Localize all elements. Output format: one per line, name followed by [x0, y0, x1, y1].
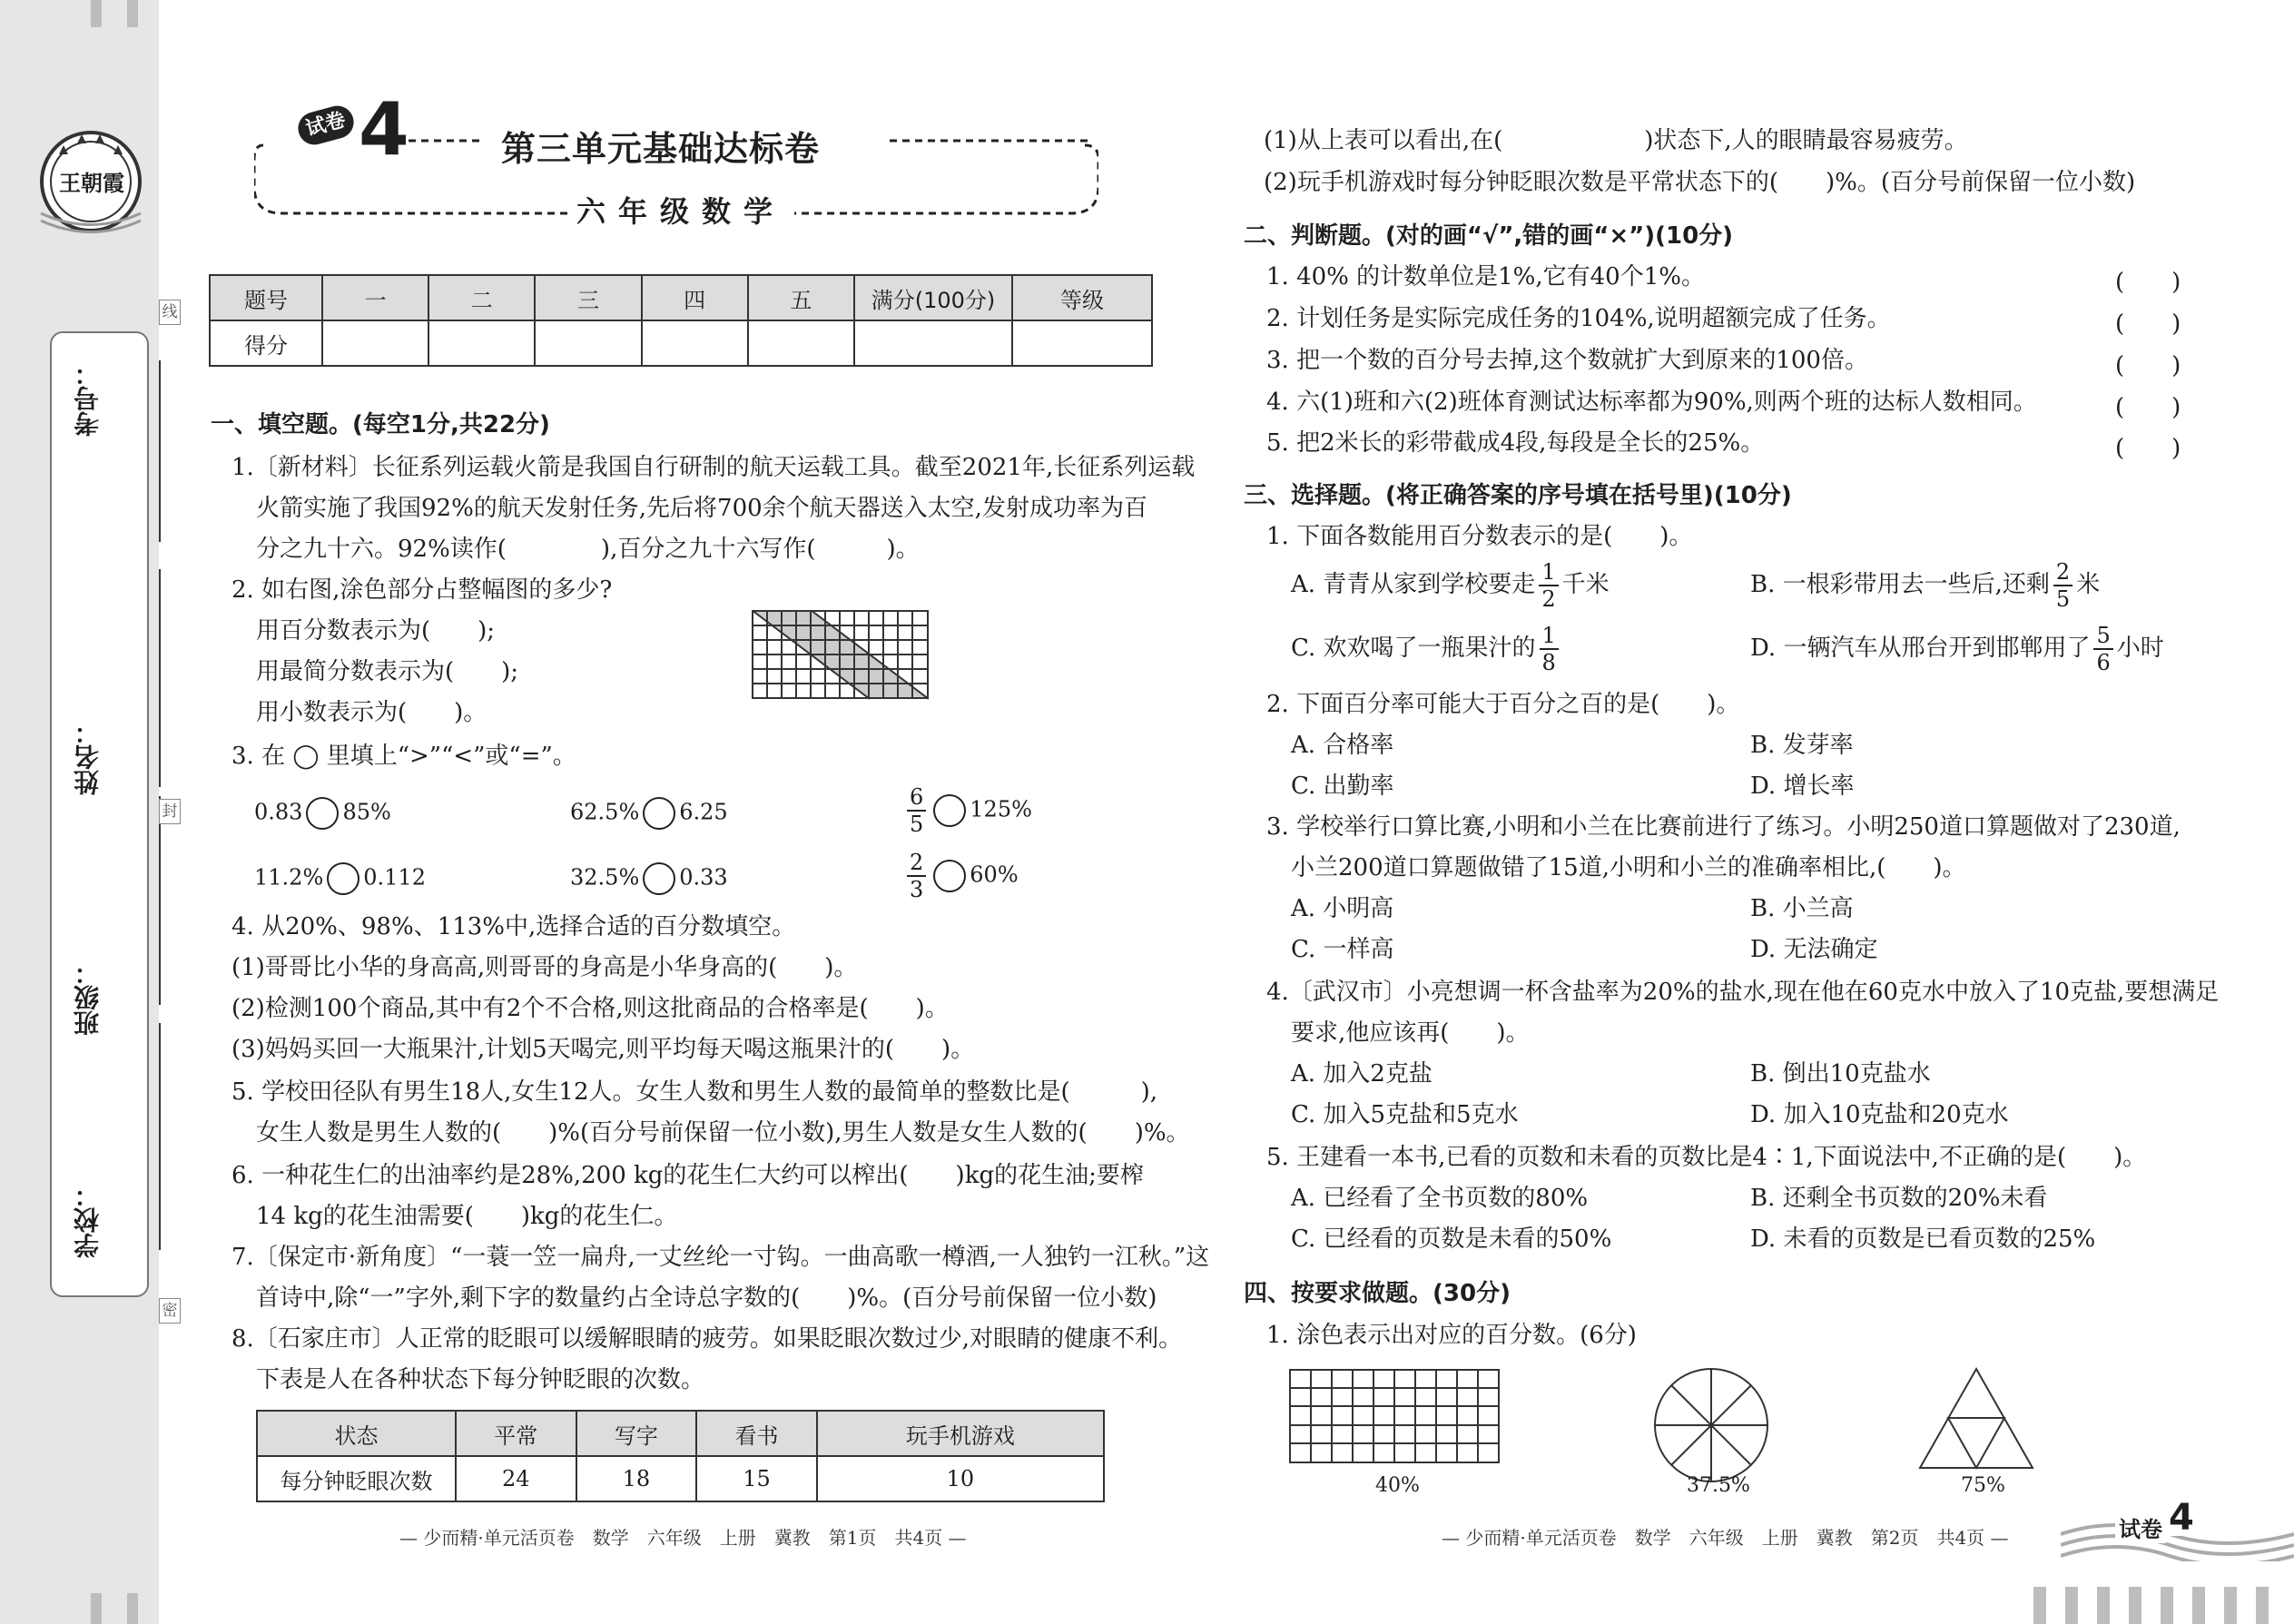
choice-3-c: C. 一样高 [1291, 936, 1394, 963]
page-subtitle: 六年级数学 [567, 189, 794, 231]
compare-item-2: 62.5% 6.25 [570, 797, 728, 830]
header-test-number: 4 [359, 87, 409, 172]
brand-logo [36, 127, 145, 236]
blink-table-header-row [257, 1411, 1104, 1456]
student-info-box [50, 331, 149, 1297]
q2-line-1: 2. 如右图,涂色部分占整幅图的多少? [231, 576, 613, 604]
binding-mark [91, 1593, 102, 1624]
choice-4-b: B. 倒出10克盐水 [1750, 1060, 1931, 1088]
choice-1-d: D. 一辆汽车从邢台开到邯郸用了 $\frac{5}{6}$ 小时 [1750, 623, 2164, 675]
q7-line-2: 首诗中,除“一”字外,剩下字的数量约占全诗总字数的( )%。(百分号前保留一位小数) [256, 1284, 1157, 1312]
score-cell[interactable] [322, 320, 428, 366]
compare-item-1: 0.83 85% [254, 797, 391, 830]
choice-4-d: D. 加入10克盐和20克水 [1750, 1101, 2009, 1128]
judge-5-answer[interactable]: ( ) [2115, 435, 2181, 462]
section-3-heading: 三、选择题。(将正确答案的序号填在括号里)(10分) [1244, 482, 1792, 509]
choice-4-a: A. 加入2克盐 [1291, 1060, 1433, 1088]
choice-1: 1. 下面各数能用百分数表示的是( )。 [1266, 523, 1693, 550]
blink-header-cell: 写字 [576, 1411, 697, 1456]
binding-mark [2224, 1587, 2237, 1624]
page-title: 第三单元基础达标卷 [501, 129, 821, 169]
choice-5-c: C. 已经看的页数是未看的50% [1291, 1225, 1612, 1253]
name-label: 姓名： [73, 719, 103, 795]
judge-4-answer[interactable]: ( ) [2115, 394, 2181, 421]
choice-3-d: D. 无法确定 [1750, 936, 1878, 963]
blink-header-cell: 平常 [456, 1411, 576, 1456]
judge-3: 3. 把一个数的百分号去掉,这个数就扩大到原来的100倍。 [1266, 347, 1868, 374]
fig-2-label: 37.5% [1687, 1474, 1750, 1497]
compare-circle[interactable] [933, 860, 966, 892]
score-cell[interactable] [642, 320, 748, 366]
q4-line-1: 4. 从20%、98%、113%中,选择合适的百分数填空。 [231, 913, 796, 940]
q5-line-2: 女生人数是男生人数的( )%(百分号前保留一位小数),男生人数是女生人数的( )%。 [256, 1119, 1190, 1147]
q8-sub-1: (1)从上表可以看出,在( )状态下,人的眼睛最容易疲劳。 [1264, 127, 1968, 154]
score-header-cell: 三 [535, 275, 641, 320]
choice-4-c: C. 加入5克盐和5克水 [1291, 1101, 1519, 1128]
q1-line-1: 1.〔新材料〕长征系列运载火箭是我国自行研制的航天运载工具。截至2021年,长征系列运载 [231, 454, 1196, 481]
header [254, 87, 1098, 229]
blink-value: 10 [817, 1456, 1104, 1501]
corner-badge-label: 试卷 [2115, 1511, 2166, 1543]
score-header-cell: 五 [748, 275, 854, 320]
exam-number-label: 考号： [73, 360, 103, 437]
rect-grid-figure[interactable] [1289, 1369, 1500, 1463]
q7-line-1: 7.〔保定市·新角度〕“一蓑一笠一扁舟,一丈丝纶一寸钩。一曲高歌一樽酒,一人独钓一江秋。”这 [231, 1244, 1210, 1271]
judge-1: 1. 40% 的计数单位是1%,它有40个1%。 [1266, 263, 1705, 290]
choice-2-d: D. 增长率 [1750, 773, 1855, 800]
blink-header-cell: 看书 [696, 1411, 817, 1456]
class-line [159, 796, 161, 1005]
circle-figure[interactable] [1652, 1366, 1770, 1484]
class-label: 班级： [73, 960, 103, 1036]
binding-mark [91, 0, 102, 27]
blink-value: 18 [576, 1456, 697, 1501]
compare-item-6: $\frac{2}{3}$ 60% [903, 851, 1019, 901]
q2-line-2: 用百分数表示为( ); [256, 617, 496, 645]
compare-circle[interactable] [327, 862, 359, 895]
q6-line-1: 6. 一种花生仁的出油率约是28%,200 kg的花生仁大约可以榨出( )kg的花生油;要榨 [231, 1162, 1144, 1189]
q1-line-2: 火箭实施了我国92%的航天发射任务,先后将700余个航天器送入太空,发射成功率为百 [256, 495, 1147, 522]
triangle-figure[interactable] [1917, 1366, 2035, 1471]
score-table-row [210, 320, 1152, 366]
section-4-heading: 四、按要求做题。(30分) [1244, 1280, 1511, 1307]
blink-row-label: 每分钟眨眼次数 [257, 1456, 456, 1501]
judge-1-answer[interactable]: ( ) [2115, 269, 2181, 296]
choice-5: 5. 王建看一本书,已看的页数和未看的页数比是4∶1,下面说法中,不正确的是( )。 [1266, 1144, 2147, 1171]
binding-mark [2033, 1587, 2046, 1624]
choice-2-b: B. 发芽率 [1750, 732, 1854, 759]
school-label: 学校： [73, 1182, 103, 1258]
right-footer: — 少而精·单元活页卷 数学 六年级 上册 冀教 第2页 共4页 — [1442, 1527, 2009, 1549]
choice-2: 2. 下面百分率可能大于百分之百的是( )。 [1266, 691, 1740, 718]
header-badge: 试卷 [294, 103, 357, 149]
binding-mark [2097, 1587, 2110, 1624]
left-footer: — 少而精·单元活页卷 数学 六年级 上册 冀教 第1页 共4页 — [399, 1527, 967, 1549]
blink-table-row [257, 1456, 1104, 1501]
score-header-cell: 四 [642, 275, 748, 320]
q2-grid-figure [752, 610, 929, 701]
binding-mark [2256, 1587, 2269, 1624]
choice-1-c: C. 欢欢喝了一瓶果汁的 $\frac{1}{8}$ [1291, 625, 1562, 674]
q2-line-4: 用小数表示为( )。 [256, 699, 487, 726]
brand-name: 王朝霞 [59, 170, 124, 196]
score-header-cell: 题号 [210, 275, 322, 320]
score-header-cell: 满分(100分) [854, 275, 1012, 320]
score-table [209, 274, 1153, 367]
q6-line-2: 14 kg的花生油需要( )kg的花生仁。 [256, 1203, 678, 1230]
choice-3-line-2: 小兰200道口算题做错了15道,小明和小兰的准确率相比,( )。 [1291, 854, 1966, 881]
seal-char-line: 线 [159, 300, 181, 325]
judge-3-answer[interactable]: ( ) [2115, 352, 2181, 379]
compare-item-3: $\frac{6}{5}$ 125% [903, 786, 1032, 835]
compare-circle[interactable] [306, 797, 339, 830]
compare-item-4: 11.2% 0.112 [254, 862, 426, 895]
q4-line-4: (3)妈妈买回一大瓶果汁,计划5天喝完,则平均每天喝这瓶果汁的( )。 [231, 1036, 975, 1063]
choice-4-line-1: 4.〔武汉市〕小亮想调一杯含盐率为20%的盐水,现在他在60克水中放入了10克盐,要想满足 [1266, 979, 2220, 1006]
q4-line-2: (1)哥哥比小华的身高高,则哥哥的身高是小华身高的( )。 [231, 954, 858, 981]
q8-sub-2: (2)玩手机游戏时每分钟眨眼次数是平常状态下的( )%。(百分号前保留一位小数) [1264, 169, 2136, 196]
name-line [159, 569, 161, 787]
choice-4-line-2: 要求,他应该再( )。 [1291, 1019, 1530, 1047]
task-1: 1. 涂色表示出对应的百分数。(6分) [1266, 1322, 1637, 1349]
blink-table [256, 1410, 1105, 1502]
choice-3-b: B. 小兰高 [1750, 895, 1854, 922]
score-cell[interactable] [748, 320, 854, 366]
compare-item-5: 32.5% 0.33 [570, 862, 728, 895]
binding-mark [127, 0, 138, 27]
school-line [159, 1023, 161, 1250]
seal-char-secret: 密 [159, 1298, 181, 1324]
score-row-label: 得分 [210, 320, 322, 366]
binding-mark [127, 1593, 138, 1624]
q2-line-3: 用最简分数表示为( ); [256, 658, 519, 685]
compare-circle[interactable] [643, 797, 675, 830]
section-1-heading: 一、填空题。(每空1分,共22分) [211, 411, 550, 438]
choice-5-b: B. 还剩全书页数的20%未看 [1750, 1185, 2048, 1212]
q4-line-3: (2)检测100个商品,其中有2个不合格,则这批商品的合格率是( )。 [231, 995, 949, 1022]
seal-char-seal: 封 [159, 799, 181, 824]
fig-1-label: 40% [1375, 1474, 1420, 1497]
choice-5-d: D. 未看的页数是已看页数的25% [1750, 1225, 2096, 1253]
q3-line-1: 3. 在 ◯ 里填上“>”“<”或“=”。 [231, 743, 576, 770]
fig-3-label: 75% [1961, 1474, 2005, 1497]
choice-3-a: A. 小明高 [1291, 895, 1394, 922]
score-cell[interactable] [535, 320, 641, 366]
choice-2-c: C. 出勤率 [1291, 773, 1394, 800]
q1-line-3: 分之九十六。92%读作( ),百分之九十六写作( )。 [256, 536, 920, 563]
choice-1-b: B. 一根彩带用去一些后,还剩 $\frac{2}{5}$ 米 [1750, 559, 2101, 612]
score-header-cell: 等级 [1012, 275, 1152, 320]
score-cell[interactable] [428, 320, 535, 366]
section-2-heading: 二、判断题。(对的画“√”,错的画“×”)(10分) [1244, 222, 1734, 250]
blink-value: 24 [456, 1456, 576, 1501]
corner-badge-number: 4 [2165, 1500, 2198, 1536]
q5-line-1: 5. 学校田径队有男生18人,女生12人。女生人数和男生人数的最简单的整数比是( ), [231, 1078, 1158, 1106]
exam-number-line [159, 360, 161, 542]
score-cell[interactable] [1012, 320, 1152, 366]
choice-3-line-1: 3. 学校举行口算比赛,小明和小兰在比赛前进行了练习。小明250道口算题做对了230道, [1266, 813, 2181, 841]
compare-circle[interactable] [643, 862, 675, 895]
blink-value: 15 [696, 1456, 817, 1501]
judge-2: 2. 计划任务是实际完成任务的104%,说明超额完成了任务。 [1266, 305, 1891, 332]
choice-2-a: A. 合格率 [1291, 732, 1394, 759]
blink-header-cell: 玩手机游戏 [817, 1411, 1104, 1456]
judge-4: 4. 六(1)班和六(2)班体育测试达标率都为90%,则两个班的达标人数相同。 [1266, 389, 2037, 416]
judge-2-answer[interactable]: ( ) [2115, 310, 2181, 338]
binding-mark [2161, 1587, 2173, 1624]
choice-5-a: A. 已经看了全书页数的80% [1291, 1185, 1589, 1212]
q8-line-2: 下表是人在各种状态下每分钟眨眼的次数。 [256, 1366, 705, 1393]
binding-mark [2129, 1587, 2141, 1624]
judge-5: 5. 把2米长的彩带截成4段,每段是全长的25%。 [1266, 429, 1765, 457]
compare-circle[interactable] [933, 794, 966, 827]
score-header-cell: 一 [322, 275, 428, 320]
choice-1-a: A. 青青从家到学校要走 $\frac{1}{2}$ 千米 [1291, 559, 1610, 612]
score-cell[interactable] [854, 320, 1012, 366]
binding-mark [2192, 1587, 2205, 1624]
score-table-header-row [210, 275, 1152, 320]
blink-header-cell: 状态 [257, 1411, 456, 1456]
binding-mark [2065, 1587, 2078, 1624]
q8-line-1: 8.〔石家庄市〕人正常的眨眼可以缓解眼睛的疲劳。如果眨眼次数过少,对眼睛的健康不利。 [231, 1325, 1183, 1353]
score-header-cell: 二 [428, 275, 535, 320]
